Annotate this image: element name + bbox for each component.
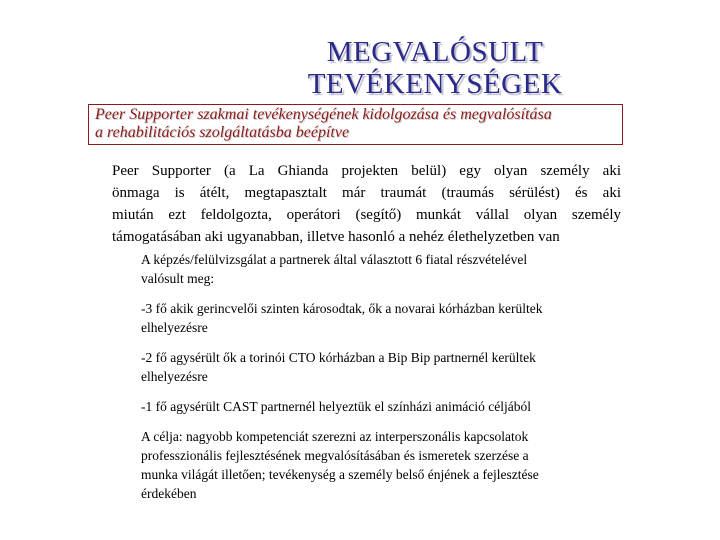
list-item-line: professzionális fejlesztésének megvalósításában és ismeretek szerzése a xyxy=(141,448,529,463)
intro-line: támogatásában aki ugyanabban, illetve hasonló a nehéz élethelyzetben van xyxy=(112,229,560,245)
subtitle-line-2: a rehabilitációs szolgáltatásba beépítve xyxy=(95,124,350,141)
list-item-line: -1 fő agysérült CAST partnernél helyeztük el színházi animáció céljából xyxy=(141,399,531,414)
list-item-line: érdekében xyxy=(141,486,197,501)
subtitle-line-1: Peer Supporter szakmai tevékenységének kidolgozása és megvalósítása xyxy=(95,106,552,123)
list-item-line: -3 fő akik gerincvelői szinten károsodtak, ők a novarai kórházban kerültek xyxy=(141,301,543,316)
activity-list xyxy=(141,250,651,503)
list-item-training xyxy=(141,250,651,288)
list-item-line: elhelyezésre xyxy=(141,320,208,335)
subtitle-box xyxy=(88,104,623,145)
title-line-2: TEVÉKENYSÉGEK xyxy=(307,68,563,100)
list-item-line: A képzés/felülvizsgálat a partnerek által választott 6 fiatal részvételével xyxy=(141,252,528,267)
list-item-brain-torino xyxy=(141,348,651,386)
list-item-brain-cast xyxy=(141,397,651,416)
intro-paragraph xyxy=(112,160,621,248)
intro-line: miután ezt feldolgozta, operátori (segítő) munkát vállal olyan személy xyxy=(112,207,621,223)
title-line-1: MEGVALÓSULT xyxy=(326,36,544,68)
list-item-line: munka világát illetően; tevékenység a személy belső énjének a fejlesztése xyxy=(141,467,539,482)
list-item-line: valósult meg: xyxy=(141,271,215,286)
list-item-goal xyxy=(141,427,651,503)
intro-line: önmaga is átélt, megtapasztalt már traumát (traumás sérülést) és aki xyxy=(112,185,621,201)
page-title xyxy=(200,36,670,100)
list-item-spinal xyxy=(141,299,651,337)
list-item-line: A célja: nagyobb kompetenciát szerezni az interperszonális kapcsolatok xyxy=(141,429,529,444)
intro-line: Peer Supporter (a La Ghianda projekten belül) egy olyan személy aki xyxy=(112,163,621,179)
list-item-line: -2 fő agysérült ők a torinói CTO kórházban a Bip Bip partnernél kerültek xyxy=(141,350,536,365)
list-item-line: elhelyezésre xyxy=(141,369,208,384)
